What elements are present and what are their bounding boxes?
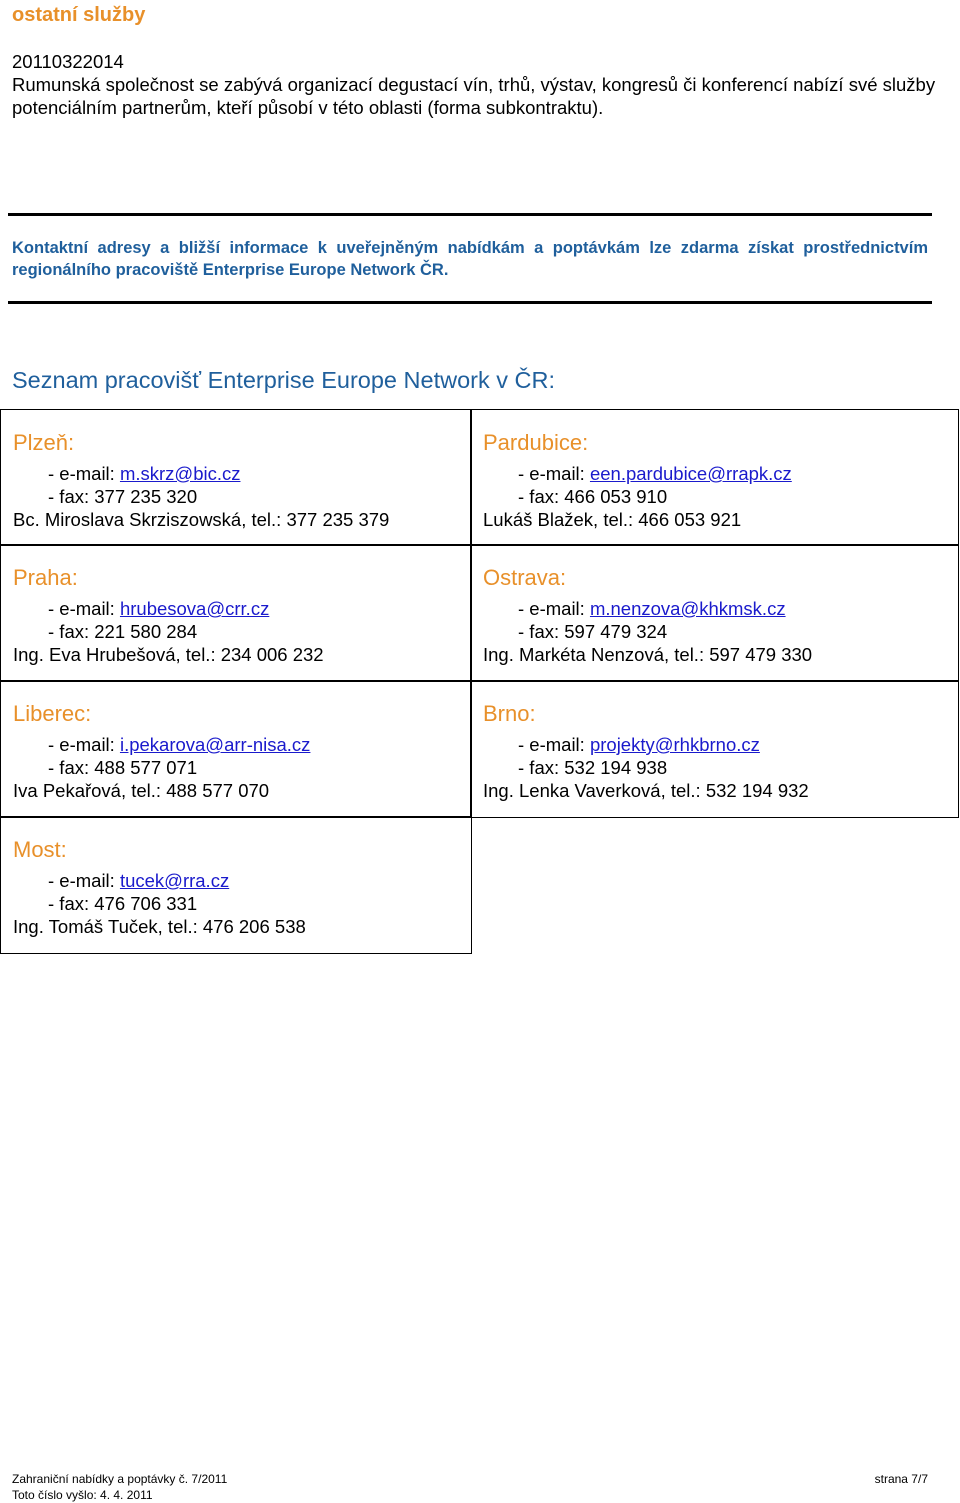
office-city: Ostrava:: [483, 565, 567, 590]
office-city: Liberec:: [13, 701, 92, 726]
email-link[interactable]: projekty@rhkbrno.cz: [589, 734, 760, 755]
email-link[interactable]: tucek@rra.cz: [119, 870, 230, 891]
office-contact: Ing. Lenka Vaverková, tel.: 532 194 932: [483, 780, 809, 801]
email-label: - e-mail:: [48, 734, 120, 755]
office-plzen: [0, 409, 472, 546]
office-city: Pardubice:: [483, 430, 589, 455]
office-praha: [0, 544, 472, 682]
office-email-line: [483, 462, 958, 485]
office-fax: - fax: 221 580 284: [48, 621, 198, 642]
email-label: - e-mail:: [518, 463, 590, 484]
office-city: Praha:: [13, 565, 78, 590]
office-city: Plzeň:: [13, 430, 75, 455]
office-contact: Iva Pekařová, tel.: 488 577 070: [13, 780, 270, 801]
office-fax: - fax: 532 194 938: [518, 757, 668, 778]
email-label: - e-mail:: [48, 870, 120, 891]
offer-text: Rumunská společnost se zabývá organizací degustací vín, trhů, výstav, kongresů či konferencí nabízí své služby potenciálním partnerům, kteří působí v této oblasti (forma subkontraktu).: [12, 74, 936, 118]
office-contact: Bc. Miroslava Skrziszowská, tel.: 377 235 379: [13, 509, 390, 530]
office-contact: Ing. Eva Hrubešová, tel.: 234 006 232: [13, 644, 324, 665]
divider-top: [8, 213, 932, 216]
office-fax: - fax: 488 577 071: [48, 757, 198, 778]
office-email-line: [13, 597, 471, 620]
email-label: - e-mail:: [48, 463, 120, 484]
office-city: Brno:: [483, 701, 536, 726]
office-fax: - fax: 377 235 320: [48, 486, 198, 507]
offer-id: 20110322014: [12, 51, 124, 72]
office-city: Most:: [13, 837, 67, 862]
footer-left: [12, 1471, 227, 1503]
office-ostrava: [470, 544, 959, 682]
email-link[interactable]: hrubesova@crr.cz: [119, 598, 270, 619]
email-link[interactable]: een.pardubice@rrapk.cz: [589, 463, 792, 484]
email-label: - e-mail:: [518, 734, 590, 755]
office-list-title: Seznam pracovišť Enterprise Europe Network v ČR:: [12, 367, 555, 393]
office-email-line: [13, 462, 471, 485]
office-email-line: [483, 733, 958, 756]
email-link[interactable]: i.pekarova@arr-nisa.cz: [119, 734, 311, 755]
office-brno: [470, 680, 959, 818]
offer-entry: [12, 50, 942, 119]
office-fax: - fax: 466 053 910: [518, 486, 668, 507]
office-fax: - fax: 476 706 331: [48, 893, 198, 914]
email-link[interactable]: m.nenzova@khkmsk.cz: [589, 598, 786, 619]
email-label: - e-mail:: [48, 598, 120, 619]
email-link[interactable]: m.skrz@bic.cz: [119, 463, 241, 484]
footer-page-number: strana 7/7: [874, 1472, 928, 1486]
contact-notice: Kontaktní adresy a bližší informace k uveřejněným nabídkám a poptávkám lze zdarma získat prostřednictvím regionálního pracoviště Enterprise Europe Network ČR.: [12, 239, 928, 279]
office-liberec: [0, 680, 472, 818]
office-email-line: [483, 597, 958, 620]
footer-issued: Toto číslo vyšlo: 4. 4. 2011: [12, 1488, 153, 1502]
office-most: [0, 816, 472, 954]
footer-publication: Zahraniční nabídky a poptávky č. 7/2011: [12, 1472, 228, 1486]
office-email-line: [13, 869, 471, 892]
divider-bottom: [8, 301, 932, 304]
office-pardubice: [470, 409, 959, 546]
office-contact: Lukáš Blažek, tel.: 466 053 921: [483, 509, 742, 530]
office-email-line: [13, 733, 471, 756]
office-contact: Ing. Markéta Nenzová, tel.: 597 479 330: [483, 644, 813, 665]
office-fax: - fax: 597 479 324: [518, 621, 668, 642]
section-heading: ostatní služby: [12, 4, 146, 26]
email-label: - e-mail:: [518, 598, 590, 619]
office-contact: Ing. Tomáš Tuček, tel.: 476 206 538: [13, 916, 306, 937]
